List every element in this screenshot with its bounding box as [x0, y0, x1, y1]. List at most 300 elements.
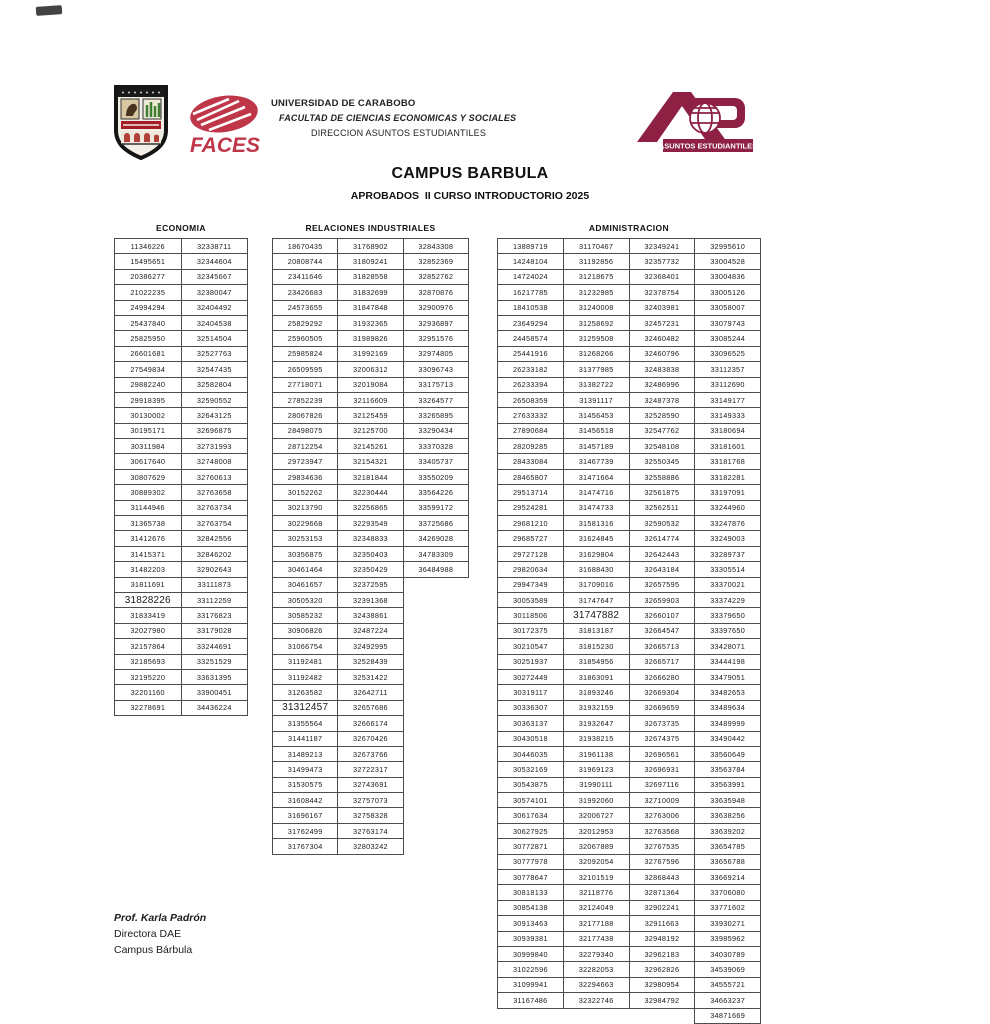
- table-cell: [403, 793, 468, 808]
- table-cell: 32582804: [181, 377, 248, 392]
- table-row: [273, 746, 469, 761]
- table-row: [115, 392, 248, 407]
- table-cell: 31581316: [563, 516, 629, 531]
- table-row: [273, 254, 469, 269]
- table-row: [498, 346, 761, 361]
- table-cell: 34555721: [695, 977, 761, 992]
- table-cell: 32852762: [403, 269, 468, 284]
- table-cell: 25829292: [273, 315, 338, 330]
- table-cell: 34783309: [403, 546, 468, 561]
- table-cell: 30777978: [498, 854, 564, 869]
- table-cell: 32185693: [115, 654, 182, 669]
- table-row: [273, 716, 469, 731]
- table-cell: 33112357: [695, 362, 761, 377]
- data-table: [114, 238, 248, 716]
- ae-banner-text: ASUNTOS ESTUDIANTILES: [658, 141, 758, 151]
- table-row: [115, 239, 248, 254]
- table-cell: 20808744: [273, 254, 338, 269]
- table-cell: 32101519: [563, 870, 629, 885]
- table-cell: 29834636: [273, 469, 338, 484]
- table-cell: [403, 777, 468, 792]
- table-cell: 33264577: [403, 392, 468, 407]
- table-cell: 29918395: [115, 392, 182, 407]
- table-cell: 33379650: [695, 608, 761, 623]
- table-cell: 32902643: [181, 562, 248, 577]
- table-cell: 36484988: [403, 562, 468, 577]
- table-cell: 31391117: [563, 392, 629, 407]
- table-cell: [403, 623, 468, 638]
- table-cell: 32948192: [629, 931, 695, 946]
- table-cell: 32757073: [338, 793, 403, 808]
- table-cell: 28712254: [273, 439, 338, 454]
- table-row: [115, 377, 248, 392]
- table-cell: 33405737: [403, 454, 468, 469]
- table-cell: 32124049: [563, 900, 629, 915]
- table-row: [115, 269, 248, 284]
- faces-wordmark: FACES: [190, 134, 261, 157]
- table-cell: 32460796: [629, 346, 695, 361]
- table-cell: 32763754: [181, 516, 248, 531]
- table-cell: 31828226: [115, 592, 182, 607]
- header-text: [271, 96, 601, 141]
- table-row: [273, 577, 469, 592]
- table-cell: 32642443: [629, 546, 695, 561]
- table-cell: 32438861: [338, 608, 403, 623]
- table-row: [498, 716, 761, 731]
- table-row: [498, 408, 761, 423]
- table-cell: 33985962: [695, 931, 761, 946]
- table-cell: [403, 577, 468, 592]
- table-cell: 32391368: [338, 592, 403, 607]
- table-cell: 32279340: [563, 946, 629, 961]
- table-cell: 30461657: [273, 577, 338, 592]
- table-cell: 33560649: [695, 746, 761, 761]
- table-cell: 31457189: [563, 439, 629, 454]
- table-row: [498, 808, 761, 823]
- table-cell: 33181601: [695, 439, 761, 454]
- table-cell: 31688430: [563, 562, 629, 577]
- table-cell: 33638256: [695, 808, 761, 823]
- table-row: [273, 823, 469, 838]
- table-cell: 33175713: [403, 377, 468, 392]
- table-cell: 30172375: [498, 623, 564, 638]
- table-cell: 32154321: [338, 454, 403, 469]
- page-title: CAMPUS BARBULA: [391, 165, 549, 182]
- table-cell: [403, 731, 468, 746]
- table-cell: 31696167: [273, 808, 338, 823]
- table-cell: 32487224: [338, 623, 403, 638]
- table-cell: 30253153: [273, 531, 338, 546]
- table-cell: 31847848: [338, 300, 403, 315]
- table-cell: 32012953: [563, 823, 629, 838]
- table-row: [273, 346, 469, 361]
- table-cell: 32852369: [403, 254, 468, 269]
- table-cell: 31989826: [338, 331, 403, 346]
- table-cell: 32590532: [629, 516, 695, 531]
- table-cell: 29727128: [498, 546, 564, 561]
- table-cell: 31482203: [115, 562, 182, 577]
- table-cell: 31099941: [498, 977, 564, 992]
- table-cell: 31263582: [273, 685, 338, 700]
- table-row: [115, 485, 248, 500]
- table-cell: 34436224: [181, 700, 248, 715]
- table-cell: 33444198: [695, 654, 761, 669]
- table-row: [498, 362, 761, 377]
- table-cell: 30543875: [498, 777, 564, 792]
- table-cell: 32092054: [563, 854, 629, 869]
- table-cell: 32803242: [338, 839, 403, 854]
- table-cell: 32294663: [563, 977, 629, 992]
- table-cell: 32027980: [115, 623, 182, 638]
- table-cell: 28433084: [498, 454, 564, 469]
- table-cell: 33669214: [695, 870, 761, 885]
- table-cell: 25437840: [115, 315, 182, 330]
- table-cell: 29513714: [498, 485, 564, 500]
- table-cell: 31969123: [563, 762, 629, 777]
- table-row: [273, 639, 469, 654]
- table-cell: 32019084: [338, 377, 403, 392]
- table-cell: 32763006: [629, 808, 695, 823]
- table-cell: 33639202: [695, 823, 761, 838]
- table-cell: 29681210: [498, 516, 564, 531]
- table-cell: 32763658: [181, 485, 248, 500]
- table-cell: 33489999: [695, 716, 761, 731]
- table-cell: 26233394: [498, 377, 564, 392]
- table-cell: 21022235: [115, 285, 182, 300]
- table-cell: 31768902: [338, 239, 403, 254]
- signature-name: Prof. Karla Padrón: [114, 912, 207, 924]
- table-cell: 33265895: [403, 408, 468, 423]
- data-table: [272, 238, 469, 855]
- table-cell: 32842556: [181, 531, 248, 546]
- table-cell: 30627925: [498, 823, 564, 838]
- table-cell: 33251529: [181, 654, 248, 669]
- table-cell: 31365738: [115, 516, 182, 531]
- table-row: [273, 592, 469, 607]
- table-cell: 27633332: [498, 408, 564, 423]
- table-row: [498, 592, 761, 607]
- table-row: [498, 531, 761, 546]
- table-row: [273, 377, 469, 392]
- table-cell: 31471664: [563, 469, 629, 484]
- table-cell: 30356875: [273, 546, 338, 561]
- table-cell: 32763734: [181, 500, 248, 515]
- table-row: [498, 608, 761, 623]
- table-row: [498, 454, 761, 469]
- table-cell: [403, 700, 468, 715]
- table-cell: 33706080: [695, 885, 761, 900]
- table-cell: 33900451: [181, 685, 248, 700]
- table-cell: 33599172: [403, 500, 468, 515]
- table-cell: 32673766: [338, 746, 403, 761]
- table-cell: 31259508: [563, 331, 629, 346]
- table-cell: [403, 823, 468, 838]
- table-cell: 32528590: [629, 408, 695, 423]
- table-cell: 23426683: [273, 285, 338, 300]
- table-cell: 32657686: [338, 700, 403, 715]
- table-title: RELACIONES INDUSTRIALES: [305, 223, 436, 233]
- table-cell: 18410538: [498, 300, 564, 315]
- table-cell: 30319117: [498, 685, 564, 700]
- table-row: [115, 362, 248, 377]
- table-cell: 30118506: [498, 608, 564, 623]
- table-row: [273, 546, 469, 561]
- table-row: [498, 700, 761, 715]
- table-row: [273, 439, 469, 454]
- table-row: [115, 654, 248, 669]
- table-cell: 25985824: [273, 346, 338, 361]
- table-cell: 30210547: [498, 639, 564, 654]
- table-cell: 16217785: [498, 285, 564, 300]
- signature-campus: Campus Bárbula: [114, 944, 193, 956]
- table-cell: 32722317: [338, 762, 403, 777]
- table-cell: 32936897: [403, 315, 468, 330]
- table-cell: 32951576: [403, 331, 468, 346]
- table-row: [273, 808, 469, 823]
- table-cell: 25825950: [115, 331, 182, 346]
- table-cell: 32177188: [563, 916, 629, 931]
- table-cell: 30229668: [273, 516, 338, 531]
- table-cell: 32118776: [563, 885, 629, 900]
- table-cell: 30053589: [498, 592, 564, 607]
- signature-block: [114, 910, 206, 958]
- title-block: [60, 165, 880, 202]
- table-row: [498, 577, 761, 592]
- table-row: [115, 454, 248, 469]
- table-cell: [403, 762, 468, 777]
- table-row: [498, 669, 761, 684]
- table-cell: 32492995: [338, 639, 403, 654]
- table-cell: 33563991: [695, 777, 761, 792]
- table-row: [498, 500, 761, 515]
- table-cell: 31624845: [563, 531, 629, 546]
- table-row: [498, 962, 761, 977]
- table-cell: 32282053: [563, 962, 629, 977]
- table-cell: 31832699: [338, 285, 403, 300]
- table-cell: 32664547: [629, 623, 695, 638]
- table-cell: 32457231: [629, 315, 695, 330]
- table-cell: 28465807: [498, 469, 564, 484]
- table-cell: 32527763: [181, 346, 248, 361]
- table-cell: 31709016: [563, 577, 629, 592]
- table-cell: 32378754: [629, 285, 695, 300]
- table-cell: 15495651: [115, 254, 182, 269]
- table-cell: 31312457: [273, 700, 338, 715]
- table-cell: 33244691: [181, 639, 248, 654]
- table-cell: 31815230: [563, 639, 629, 654]
- table-cell: 32201160: [115, 685, 182, 700]
- table-cell: 32962826: [629, 962, 695, 977]
- table-cell: 33197091: [695, 485, 761, 500]
- table-cell: 31022596: [498, 962, 564, 977]
- table-cell: [629, 1008, 695, 1023]
- table-cell: 31992060: [563, 793, 629, 808]
- table-cell: 14724024: [498, 269, 564, 284]
- table-row: [498, 654, 761, 669]
- table-cell: 30818133: [498, 885, 564, 900]
- table-cell: 31467739: [563, 454, 629, 469]
- table-cell: 31192856: [563, 254, 629, 269]
- table-cell: 33290434: [403, 423, 468, 438]
- table-cell: 30272449: [498, 669, 564, 684]
- table-cell: 33397650: [695, 623, 761, 638]
- table-cell: 32344604: [181, 254, 248, 269]
- table-row: [273, 700, 469, 715]
- table-row: [115, 516, 248, 531]
- table-cell: 32767535: [629, 839, 695, 854]
- table-cell: 30430518: [498, 731, 564, 746]
- table-cell: 31415371: [115, 546, 182, 561]
- table-cell: 31258692: [563, 315, 629, 330]
- table-row: [498, 300, 761, 315]
- table-row: [273, 623, 469, 638]
- page-subtitle: APROBADOS II CURSO INTRODUCTORIO 2025: [350, 190, 590, 202]
- table-cell: [403, 669, 468, 684]
- table-cell: 31629804: [563, 546, 629, 561]
- table-cell: 29685727: [498, 531, 564, 546]
- table-cell: 31828558: [338, 269, 403, 284]
- table-cell: 24573655: [273, 300, 338, 315]
- table-cell: 32697116: [629, 777, 695, 792]
- table-cell: 30505320: [273, 592, 338, 607]
- table-relaciones-industriales: [272, 221, 469, 855]
- table-row: [498, 931, 761, 946]
- table-cell: [563, 1008, 629, 1023]
- table-cell: 32256865: [338, 500, 403, 515]
- table-row: [498, 746, 761, 761]
- table-row: [115, 623, 248, 638]
- table-cell: 30195171: [115, 423, 182, 438]
- table-cell: [403, 639, 468, 654]
- table-row: [115, 669, 248, 684]
- table-cell: 33305514: [695, 562, 761, 577]
- table-cell: 31762499: [273, 823, 338, 838]
- table-cell: 29723947: [273, 454, 338, 469]
- table-cell: 33149333: [695, 408, 761, 423]
- table-cell: 32547435: [181, 362, 248, 377]
- table-row: [273, 762, 469, 777]
- table-cell: 26601681: [115, 346, 182, 361]
- table-cell: 33111873: [181, 577, 248, 592]
- data-table: [497, 238, 761, 1024]
- table-cell: 32643125: [181, 408, 248, 423]
- table-cell: 33004528: [695, 254, 761, 269]
- table-cell: 31833419: [115, 608, 182, 623]
- table-cell: 32696561: [629, 746, 695, 761]
- table-cell: 30854138: [498, 900, 564, 915]
- table-row: [115, 685, 248, 700]
- table-cell: 32550345: [629, 454, 695, 469]
- table-row: [498, 793, 761, 808]
- table-cell: 33374229: [695, 592, 761, 607]
- table-cell: 32710009: [629, 793, 695, 808]
- table-cell: 32278691: [115, 700, 182, 715]
- table-cell: 32666174: [338, 716, 403, 731]
- table-cell: 26509595: [273, 362, 338, 377]
- table-row: [498, 269, 761, 284]
- table-row: [115, 423, 248, 438]
- table-cell: 31747647: [563, 592, 629, 607]
- table-cell: 30906826: [273, 623, 338, 638]
- table-cell: [403, 592, 468, 607]
- faculty-name: FACULTAD DE CIENCIAS ECONOMICAS Y SOCIALES: [279, 113, 517, 123]
- table-row: [273, 793, 469, 808]
- table-row: [498, 562, 761, 577]
- table-cell: 34539069: [695, 962, 761, 977]
- table-cell: 31854956: [563, 654, 629, 669]
- table-cell: 30532169: [498, 762, 564, 777]
- table-cell: 33370328: [403, 439, 468, 454]
- table-cell: 32748008: [181, 454, 248, 469]
- table-cell: 31066754: [273, 639, 338, 654]
- table-row: [115, 254, 248, 269]
- table-cell: 31192481: [273, 654, 338, 669]
- table-row: [273, 331, 469, 346]
- table-cell: 30585232: [273, 608, 338, 623]
- table-cell: 32763174: [338, 823, 403, 838]
- table-cell: 32067889: [563, 839, 629, 854]
- table-row: [498, 885, 761, 900]
- table-cell: 32486996: [629, 377, 695, 392]
- table-row: [273, 392, 469, 407]
- table-cell: 32763568: [629, 823, 695, 838]
- table-cell: 32547762: [629, 423, 695, 438]
- table-row: [115, 439, 248, 454]
- table-cell: 32322746: [563, 993, 629, 1008]
- table-cell: 31474716: [563, 485, 629, 500]
- table-cell: 30999840: [498, 946, 564, 961]
- table-cell: 31767304: [273, 839, 338, 854]
- table-cell: 32995610: [695, 239, 761, 254]
- table-cell: 30336307: [498, 700, 564, 715]
- table-cell: 32980954: [629, 977, 695, 992]
- table-cell: 32846202: [181, 546, 248, 561]
- table-cell: 33058007: [695, 300, 761, 315]
- table-cell: 31932365: [338, 315, 403, 330]
- table-row: [498, 993, 761, 1008]
- table-cell: 33182281: [695, 469, 761, 484]
- table-cell: 32349241: [629, 239, 695, 254]
- table-cell: 32868443: [629, 870, 695, 885]
- university-name: UNIVERSIDAD DE CARABOBO: [271, 98, 416, 109]
- table-cell: 32380047: [181, 285, 248, 300]
- table-cell: 30461464: [273, 562, 338, 577]
- table-row: [273, 777, 469, 792]
- table-cell: 32230444: [338, 485, 403, 500]
- table-row: [115, 300, 248, 315]
- table-row: [115, 469, 248, 484]
- table-cell: 29947349: [498, 577, 564, 592]
- table-cell: 31355564: [273, 716, 338, 731]
- table-cell: 32157864: [115, 639, 182, 654]
- table-cell: 11346226: [115, 239, 182, 254]
- table-row: [498, 546, 761, 561]
- table-cell: 32372595: [338, 577, 403, 592]
- table-cell: 32562511: [629, 500, 695, 515]
- table-cell: 32338711: [181, 239, 248, 254]
- table-row: [498, 823, 761, 838]
- table-cell: 29524281: [498, 500, 564, 515]
- table-row: [498, 423, 761, 438]
- table-row: [115, 639, 248, 654]
- table-cell: 32743691: [338, 777, 403, 792]
- table-cell: [403, 808, 468, 823]
- table-cell: 32590552: [181, 392, 248, 407]
- table-cell: 28067826: [273, 408, 338, 423]
- table-cell: 30778647: [498, 870, 564, 885]
- table-cell: 28209285: [498, 439, 564, 454]
- table-cell: 32984792: [629, 993, 695, 1008]
